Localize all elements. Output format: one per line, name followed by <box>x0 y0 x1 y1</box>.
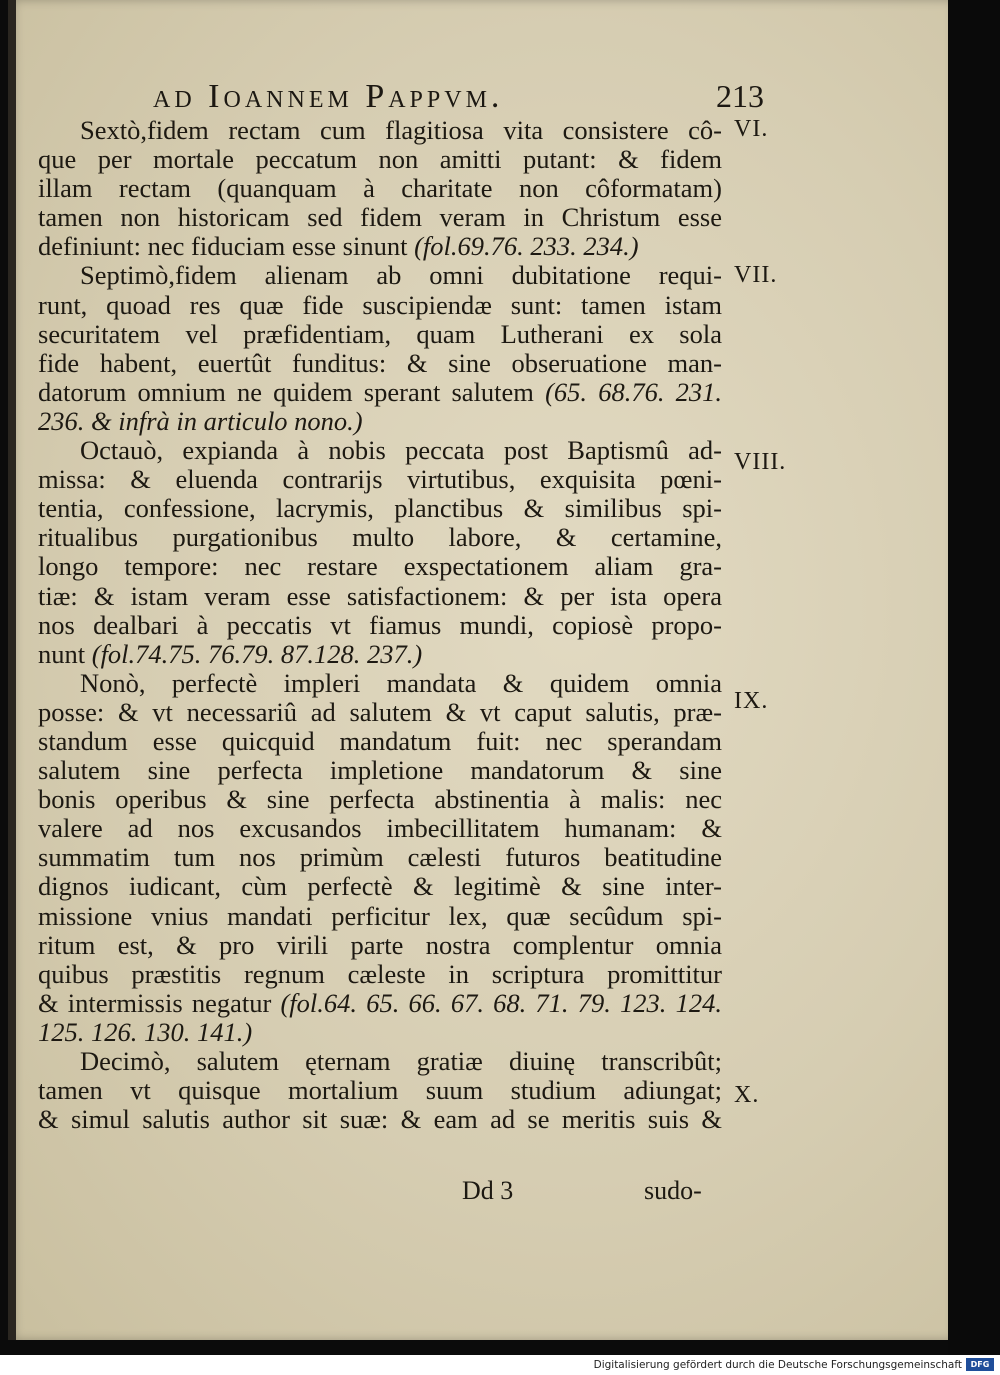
text-line <box>38 378 722 436</box>
running-title: ad Ioannem Pappvm. <box>153 78 504 115</box>
text-line: valere ad nos excusandos imbecillitatem humanam: & <box>38 813 722 844</box>
margin-note-x: X. <box>734 1082 760 1108</box>
paragraph-octauo <box>38 436 722 669</box>
text-line: fide habent, euertût funditus: & sine obseruatione man- <box>38 347 722 378</box>
text-line: & simul salutis author sit suæ: & eam ad se meritis suis & <box>38 1104 722 1135</box>
margin-note-vii: VII. <box>734 262 778 288</box>
digitization-credit: Digitalisierung gefördert durch die Deutsche Forschungsgemeinschaft <box>593 1359 962 1371</box>
text-line: nos dealbari à peccatis vt fiamus mundi, copiosè propo- <box>38 609 722 640</box>
text-line: Septimò,fidem alienam ab omni dubitatione requi- <box>80 260 722 291</box>
text-line: tiæ: & istam veram esse satisfactionem: & per ista opera <box>38 580 722 611</box>
text-line-words: definiunt: nec fiduciam esse sinunt <box>38 231 408 262</box>
text-line: dignos iudicant, cùm perfectè & legitimè & sine inter- <box>38 871 722 902</box>
margin-note-vi: VI. <box>734 116 769 142</box>
text-line: Nonò, perfectè impleri mandata & quidem omnia <box>80 667 722 698</box>
folio-reference: (fol.64. 65. 66. 67. 68. 71. 79. 123. 124. 125. 126. 130. 141.) <box>38 987 722 1047</box>
folio-reference: (fol.69.76. 233. 234.) <box>414 231 639 262</box>
catchword: sudo- <box>644 1176 702 1205</box>
folio-reference: (65. 68.76. 231. 236. & infrà in articulo nono.) <box>38 376 722 436</box>
scan-right-border <box>948 0 1000 1355</box>
page-gutter-edge <box>8 0 16 1340</box>
signature-mark: Dd 3 <box>462 1176 514 1205</box>
text-line: Sextò,fidem rectam cum flagitiosa vita consistere cô- <box>80 115 722 145</box>
folio-reference: (fol.74.75. 76.79. 87.128. 237.) <box>91 638 423 669</box>
margin-note-ix: IX. <box>734 688 769 714</box>
text-line: salutem sine perfecta impletione mandatorum & sine <box>38 755 722 786</box>
text-line: summatim tum nos primùm cælesti futuros beatitudine <box>38 842 722 873</box>
text-line <box>38 232 722 261</box>
body-text <box>38 116 722 1134</box>
text-line: tamen vt quisque mortalium suum studium adiungat; <box>38 1075 722 1106</box>
text-line: tamen non historicam sed fidem veram in Christum esse <box>38 202 722 233</box>
text-line: quibus præstitis regnum cæleste in scriptura promittitur <box>38 958 722 989</box>
dfg-logo: DFG <box>966 1358 994 1371</box>
text-line: Decimò, salutem ęternam gratiæ diuinę transcribût; <box>80 1046 722 1076</box>
text-line: securitatem vel præfidentiam, quam Lutherani ex sola <box>38 318 722 349</box>
text-line <box>38 989 722 1047</box>
text-line: missione vnius mandati perficitur lex, quæ secûdum spi- <box>38 900 722 931</box>
text-line: longo tempore: nec restare exspectationem aliam gra- <box>38 551 722 582</box>
text-line: illam rectam (quanquam à charitate non côformatam) <box>38 173 722 204</box>
text-line-words: & intermissis negatur <box>38 987 272 1018</box>
text-line: ritualibus purgationibus multo labore, & certamine, <box>38 522 722 553</box>
text-line: tentia, confessione, lacrymis, planctibus & similibus spi- <box>38 493 722 524</box>
text-line: Octauò, expianda à nobis peccata post Baptismû ad- <box>80 435 722 466</box>
text-line-words: datorum omnium ne quidem sperant salutem <box>38 376 534 407</box>
text-line-words: nunt <box>38 638 86 669</box>
paragraph-sexto <box>38 116 722 261</box>
paragraph-nono <box>38 669 722 1047</box>
text-line: standum esse quicquid mandatum fuit: nec sperandam <box>38 725 722 756</box>
text-line: bonis operibus & sine perfecta abstinentia à malis: nec <box>38 784 722 815</box>
paragraph-septimo <box>38 261 722 436</box>
text-line: ritum est, & pro virili parte nostra complentur omnia <box>38 929 722 960</box>
text-line: missa: & eluenda contrarijs virtutibus, exquisita pœni- <box>38 464 722 495</box>
text-line <box>38 640 722 669</box>
text-line: que per mortale peccatum non amitti putant: & fidem <box>38 144 722 175</box>
page-number: 213 <box>716 78 764 114</box>
text-line: runt, quoad res quæ fide suscipiendæ sunt: tamen istam <box>38 289 722 320</box>
book-page <box>8 0 948 1340</box>
margin-note-viii: VIII. <box>734 449 787 475</box>
paragraph-decimo <box>38 1047 722 1134</box>
text-line: posse: & vt necessariû ad salutem & vt caput salutis, præ- <box>38 696 722 727</box>
